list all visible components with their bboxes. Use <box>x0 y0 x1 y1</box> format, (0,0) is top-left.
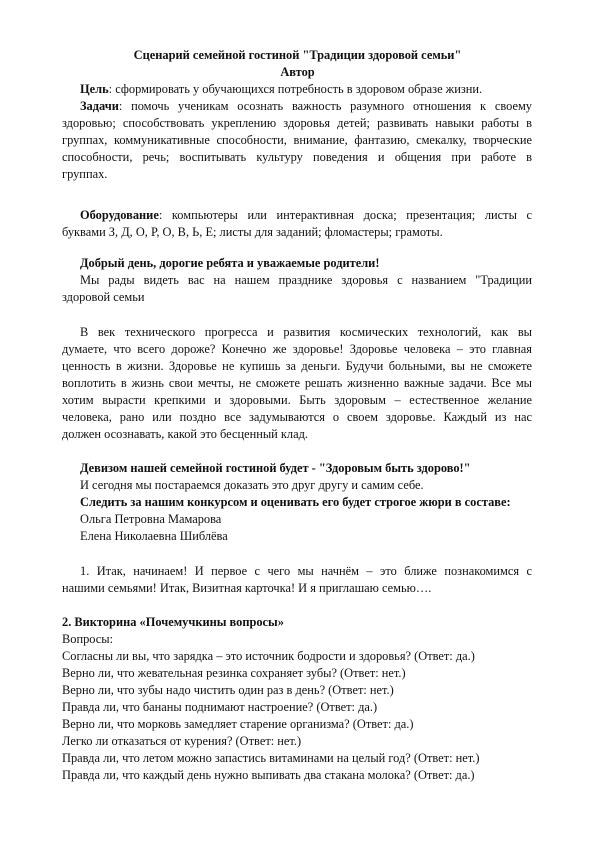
questions-label: Вопросы: <box>62 632 114 646</box>
welcome-line-1: Мы рады видеть вас на нашем празднике здоровья с названием "Традиции <box>80 273 532 287</box>
question-item: Правда ли, что бананы поднимают настроение? (Ответ: да.) <box>62 700 378 714</box>
section1-line-1: 1. Итак, начинаем! И первое с чего мы начнём – это ближе познакомимся с <box>80 564 532 578</box>
intro-line-7: должен осознавать, какой это бесценный клад. <box>62 427 309 441</box>
prove-line: И сегодня мы постараемся доказать это друг другу и самим себе. <box>80 478 424 492</box>
question-item: Правда ли, что каждый день нужно выпивать два стакана молока? (Ответ: да.) <box>62 768 475 782</box>
tasks-line-1 <box>80 98 532 115</box>
jury-line: Следить за нашим конкурсом и оценивать его будет строгое жюри в составе: <box>80 495 511 509</box>
jury-member-2: Елена Николаевна Шиблёва <box>80 529 228 543</box>
goal-label: Цель <box>80 82 109 96</box>
section1-line-2: нашими семьями! Итак, Визитная карточка! И я приглашаю семью…. <box>62 581 432 595</box>
equipment-line-2: буквами З, Д, О, Р, О, В, Ь, Е; листы для заданий; фломастеры; грамоты. <box>62 225 443 239</box>
equipment-line-1 <box>80 207 532 224</box>
tasks-label: Задачи <box>80 99 119 113</box>
intro-line-3: ценность в жизни. Здоровье не купишь за деньги. Будучи больными, вы не сможете <box>62 359 532 373</box>
section2-title: 2. Викторина «Почемучкины вопросы» <box>62 615 284 629</box>
intro-line-2: думаете, что всего дороже? Конечно же здоровье! Здоровье человека – это главная <box>62 342 532 356</box>
intro-line-1: В век технического прогресса и развития космических технологий, как вы <box>80 325 532 339</box>
motto-text: "Здоровым быть здорово!" <box>315 461 471 475</box>
tasks-line-4: способности, речь; воспитывать культуру поведения и общения при работе в <box>62 150 532 164</box>
intro-line-6: человека, рано или поздно все задумываются о своем здоровье. Каждый из нас <box>62 410 532 424</box>
document-title: Сценарий семейной гостиной "Традиции здоровой семьи" <box>133 48 462 62</box>
document-author: Автор <box>280 65 315 79</box>
intro-line-4: воплотить в жизнь свои мечты, не сможете решать жизненно важные задачи. Все мы <box>62 376 532 390</box>
goal-paragraph <box>80 81 482 98</box>
welcome-line-2: здоровой семьи <box>62 290 145 304</box>
question-item: Верно ли, что жевательная резинка сохраняет зубы? (Ответ: нет.) <box>62 666 406 680</box>
tasks-line-3: группах, коммуникативные способности, внимание, фантазию, смекалку, творческие <box>62 133 532 147</box>
intro-line-5: хотим вырасти крепкими и здоровыми. Быть здоровым – естественное желание <box>62 393 532 407</box>
motto-label: Девизом нашей семейной гостиной будет - <box>80 461 316 475</box>
greeting: Добрый день, дорогие ребята и уважаемые родители! <box>80 256 380 270</box>
goal-text: : сформировать у обучающихся потребность в здоровом образе жизни. <box>108 82 483 96</box>
question-item: Правда ли, что летом можно запастись витаминами на целый год? (Ответ: нет.) <box>62 751 480 765</box>
tasks-line-2: здоровью; способствовать укреплению здоровья детей; развивать навыки работы в <box>62 116 532 130</box>
question-item: Верно ли, что морковь замедляет старение организма? (Ответ: да.) <box>62 717 414 731</box>
question-item: Согласны ли вы, что зарядка – это источник бодрости и здоровья? (Ответ: да.) <box>62 649 475 663</box>
question-item: Легко ли отказаться от курения? (Ответ: нет.) <box>62 734 302 748</box>
tasks-line-5: группах. <box>62 167 108 181</box>
question-item: Верно ли, что зубы надо чистить один раз в день? (Ответ: нет.) <box>62 683 394 697</box>
equipment-text: : компьютеры или интерактивная доска; презентация; листы с <box>158 208 532 222</box>
tasks-text: : помочь ученикам осознать важность разумного отношения к своему <box>118 99 532 113</box>
equipment-label: Оборудование <box>80 208 159 222</box>
motto-line <box>80 460 471 477</box>
jury-member-1: Ольга Петровна Мамарова <box>80 512 222 526</box>
